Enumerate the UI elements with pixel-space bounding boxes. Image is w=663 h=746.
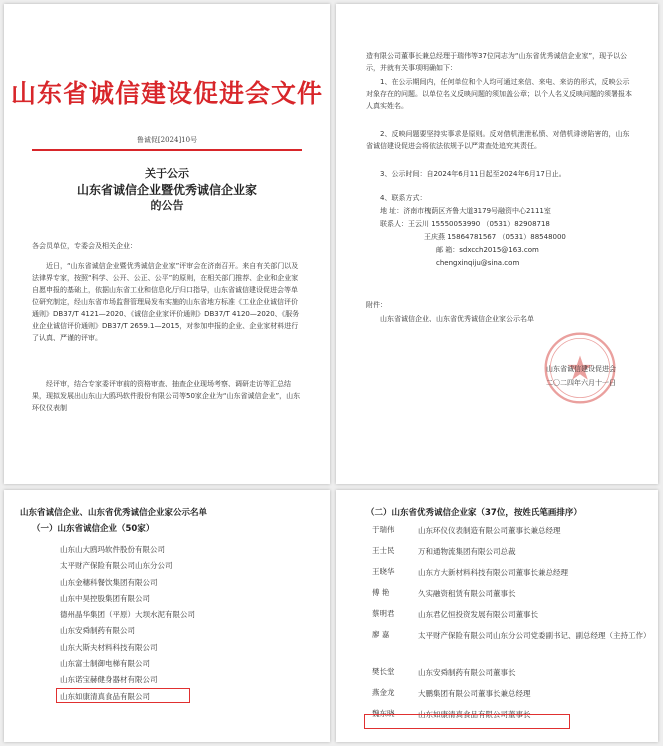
contact-email-2: chengxinqiju@sina.com	[436, 259, 520, 267]
entrepreneur-list	[366, 524, 654, 729]
entrepreneur-role: 太平财产保险有限公司山东分公司党委副书记、副总经理（主持工作）	[418, 631, 651, 640]
enterprise-item: 山东金穗科餐饮集团有限公司	[60, 577, 158, 587]
enterprise-item: 山东山大鸥玛软件股份有限公司	[60, 545, 165, 554]
signer-organization: 山东省诚信建设促进会	[546, 365, 616, 373]
contact-email-1: 邮 箱：sdxcch2015@163.com	[436, 246, 539, 254]
body-paragraph-1: 近日，“山东省诚信企业暨优秀诚信企业家”评审会在济南召开。来自有关部门以及法律界专家，按照“科学、公开、公正、公平”的原则，在相关部门推荐、企业和企业家自愿申报的基础上，依据山东省工业和信息化厅归口指导，山东省诚信建设促进会等单位研究制定，经山东省市场监督管理局发布实施的山东省地方标准《工业企业诚信评价通则》DB37/T 4121—2020、《诚信企业家评价通则》DB37/T 4120—2020、《服务业企业诚信评价通则》DB37/T 2659.1—2015，对参加申报的企业、企业家材料进行了认真、严谨的评审。	[32, 262, 300, 342]
entrepreneur-name: 于瑞伟	[372, 525, 395, 534]
entrepreneur-row	[366, 666, 654, 687]
entrepreneur-role: 山东如康清真食品有限公司董事长	[418, 710, 531, 719]
entrepreneur-row	[366, 545, 654, 566]
entrepreneur-role: 山东方大新材料科技有限公司董事长兼总经理	[418, 568, 568, 577]
continuation-paragraph: 造有限公司董事长兼总经理于瑞伟等37位同志为“山东省优秀诚信企业家”，现予以公示，并就有关事项明确如下：	[366, 52, 628, 72]
enterprise-section-title: （一）山东省诚信企业（50家）	[32, 524, 155, 534]
entrepreneur-row	[366, 566, 654, 587]
entrepreneur-role: 山东君亿恒投资发展有限公司董事长	[418, 610, 538, 619]
enterprise-item: 山东安舜制药有限公司	[60, 626, 135, 636]
enterprise-item: 山东诺宝赫健身器材有限公司	[60, 675, 158, 685]
enterprise-item: 山东中昊控股集团有限公司	[60, 593, 150, 603]
salutation: 各会员单位，专委会及相关企业：	[32, 242, 137, 250]
enterprise-item: 山东富士制御电梯有限公司	[60, 659, 150, 669]
body-paragraph-2: 经评审，结合专家委评审前的资格审查、抽查企业现场考察、调研走访等汇总结果，现拟发展出山东山大鸥玛软件股份有限公司等50家企业为“山东省诚信企业”，山东环仪仪表制	[32, 380, 301, 412]
notice-item-1: 1、在公示期间内，任何单位和个人均可通过来信、来电、来访的形式，反映公示对象存在的问题。以单位名义反映问题的须加盖公章；以个人名义反映问题的须署报本人真实姓名。	[366, 78, 632, 110]
entrepreneur-name: 燕金龙	[372, 688, 395, 697]
notice-title-line-2: 山东省诚信企业暨优秀诚信企业家	[76, 183, 257, 197]
entrepreneur-name: 廖 嘉	[372, 630, 390, 639]
entrepreneur-name: 魏东晓	[372, 709, 395, 718]
document-number: 鲁诚促[2024]10号	[136, 136, 198, 144]
enterprise-item: 山东如康清真食品有限公司	[60, 691, 150, 701]
notice-title-line-1: 关于公示	[145, 167, 189, 180]
notice-item-2: 2、反映问题要坚持实事求是原则。反对借机泄泄私愤、对借机诽谤陷害的，山东省诚信建设促进会将依法依规予以严肃查处追究其责任。	[366, 130, 630, 150]
enterprise-item: 德州晶华集团（平原）大坝水泥有限公司	[60, 610, 195, 620]
document-header: 山东省诚信建设促进会文件	[10, 79, 323, 108]
entrepreneur-role: 万和通物流集团有限公司总裁	[418, 547, 516, 556]
enterprise-item: 太平财产保险有限公司山东分公司	[60, 561, 173, 571]
entrepreneur-row	[366, 629, 654, 666]
header-divider	[32, 149, 302, 151]
notice-item-4: 4、联系方式：	[380, 194, 427, 202]
entrepreneur-role: 久实融资租赁有限公司董事长	[418, 589, 516, 598]
contact-address: 地 址：济南市槐荫区齐鲁大道3179号融资中心2111室	[380, 207, 551, 215]
highlight-box-entrepreneur	[364, 714, 570, 729]
signing-date: 二〇二四年六月十一日	[546, 379, 616, 387]
attachment-item: 山东省诚信企业、山东省优秀诚信企业家公示名单	[380, 315, 534, 323]
entrepreneur-role: 大鹏集团有限公司董事长兼总经理	[418, 689, 531, 698]
entrepreneur-row	[366, 587, 654, 608]
list-page-enterprises	[4, 490, 330, 742]
entrepreneur-section-title: （二）山东省优秀诚信企业家（37位，按姓氏笔画排序）	[366, 508, 582, 518]
entrepreneur-name: 樊长堂	[372, 667, 395, 676]
notice-title-line-3: 的公告	[150, 199, 184, 212]
entrepreneur-name: 傅 艳	[372, 588, 390, 597]
contact-person-1: 联系人：王云川 15550053990 （0531）82908718	[380, 220, 550, 228]
entrepreneur-row	[366, 524, 654, 545]
entrepreneur-role: 山东环仪仪表制造有限公司董事长兼总经理	[418, 526, 561, 535]
entrepreneur-role: 山东安舜制药有限公司董事长	[418, 668, 516, 677]
notice-item-3: 3、公示时间：自2024年6月11日起至2024年6月17日止。	[380, 170, 566, 178]
list-page-entrepreneurs	[336, 490, 658, 742]
contact-person-2: 王庆燕 15864781567 （0531）88548000	[424, 233, 566, 241]
entrepreneur-name: 王晓华	[372, 567, 395, 576]
highlight-box-enterprise	[56, 688, 190, 703]
entrepreneur-row	[366, 687, 654, 708]
list-title: 山东省诚信企业、山东省优秀诚信企业家公示名单	[20, 508, 208, 518]
notice-title	[4, 166, 330, 214]
entrepreneur-row	[366, 608, 654, 629]
enterprise-list	[60, 542, 300, 705]
entrepreneur-name: 王士民	[372, 546, 395, 555]
entrepreneur-name: 蔡明君	[372, 609, 395, 618]
notice-page-1	[4, 4, 330, 484]
enterprise-item: 山东大斯夫材料科技有限公司	[60, 642, 158, 652]
attachment-label: 附件：	[366, 301, 387, 309]
notice-page-2	[336, 4, 658, 484]
